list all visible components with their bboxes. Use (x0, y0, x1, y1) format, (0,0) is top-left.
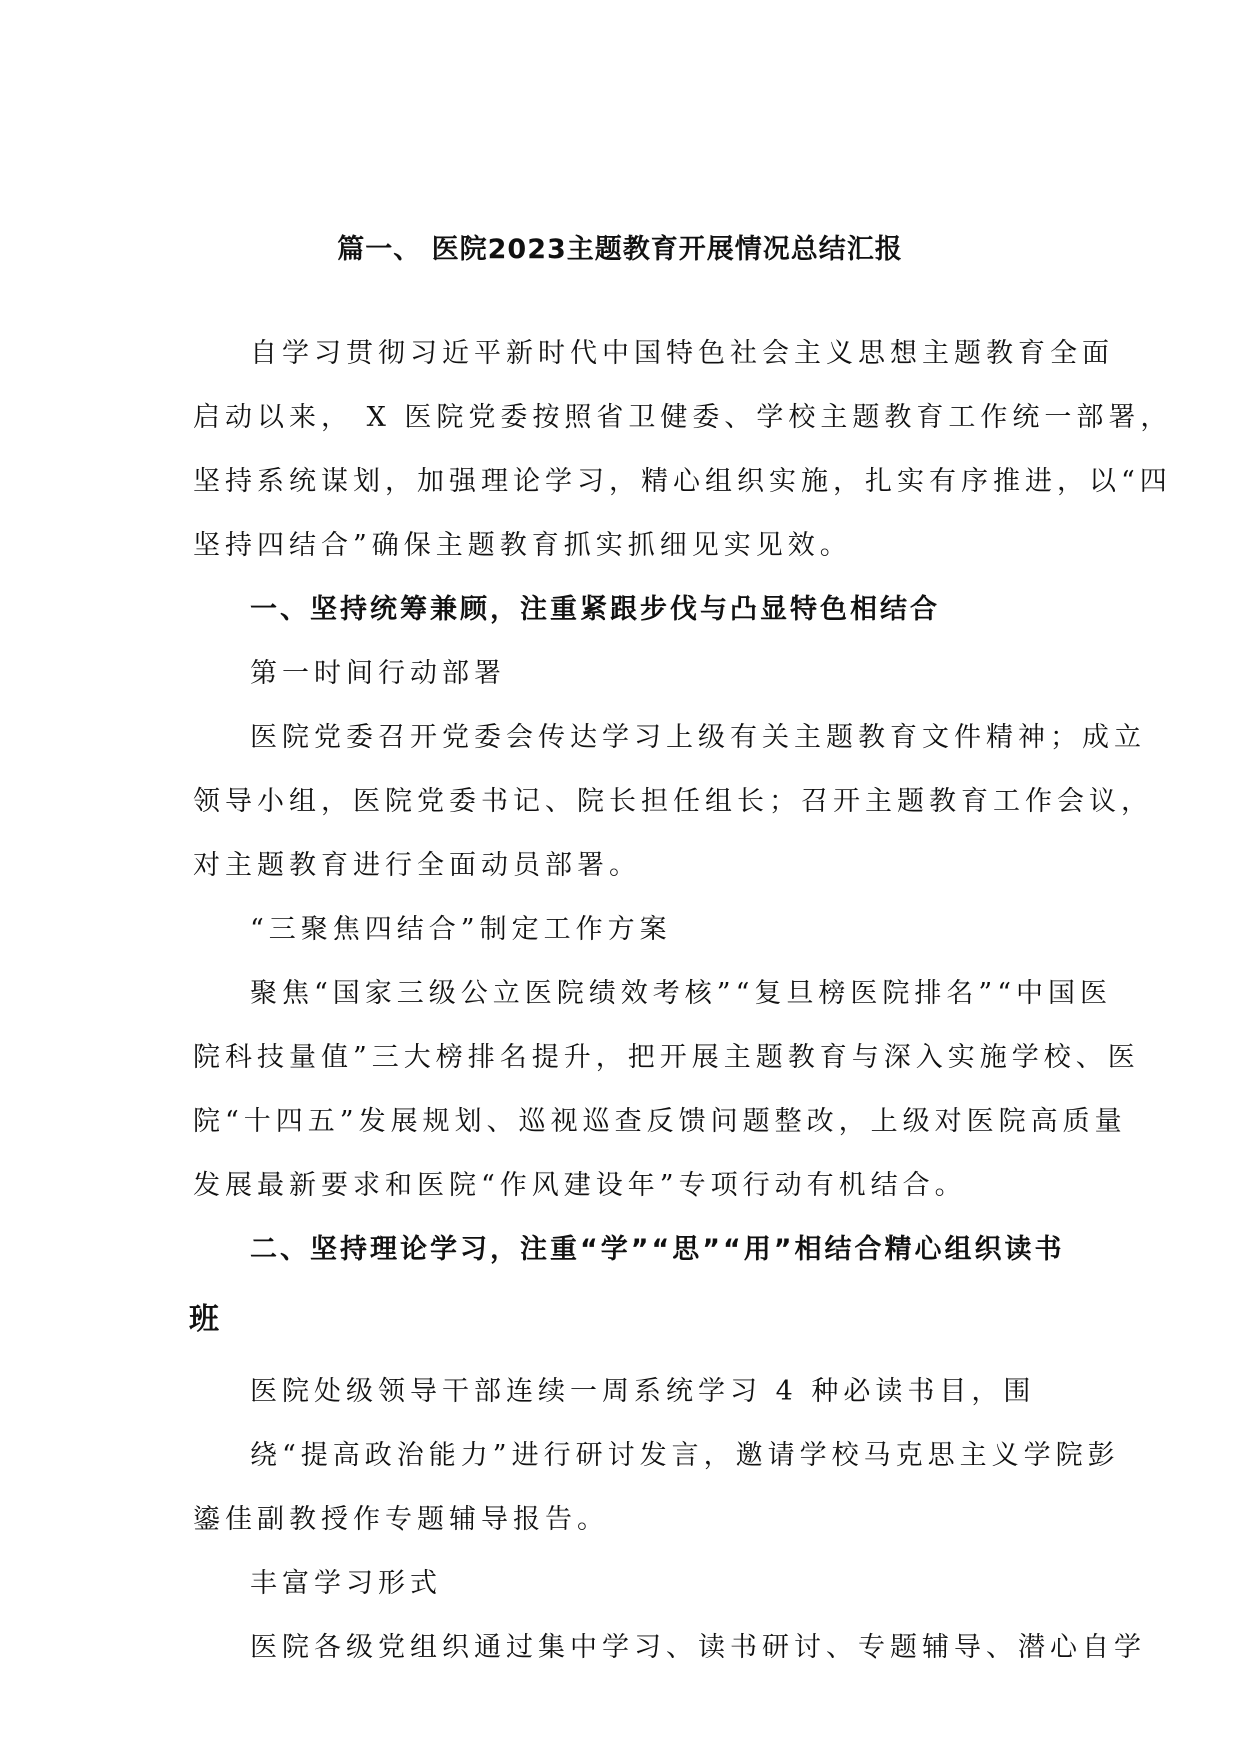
paragraph-line: 发展最新要求和医院“作风建设年”专项行动有机结合。 (193, 1170, 967, 1201)
section-heading-continuation: 班 (189, 1302, 222, 1337)
subheading: “三聚焦四结合”制定工作方案 (250, 914, 672, 945)
paragraph-line: 鎏佳副教授作专题辅导报告。 (193, 1504, 609, 1535)
paragraph-line: 坚持四结合”确保主题教育抓实抓细见实见效。 (193, 530, 852, 561)
section-heading: 二、坚持理论学习，注重“学”“思”“用”相结合精心组织读书 (250, 1234, 1065, 1265)
paragraph-line: 坚持系统谋划，加强理论学习，精心组织实施，扎实有序推进，以“四 (193, 466, 1172, 497)
subheading: 第一时间行动部署 (250, 658, 506, 689)
paragraph-line: 对主题教育进行全面动员部署。 (193, 850, 641, 881)
paragraph-line: 院“十四五”发展规划、巡视巡查反馈问题整改，上级对医院高质量 (193, 1106, 1127, 1137)
paragraph-line: 启动以来， X 医院党委按照省卫健委、学校主题教育工作统一部署， (193, 402, 1173, 433)
paragraph-line: 领导小组，医院党委书记、院长担任组长；召开主题教育工作会议， (193, 786, 1153, 817)
paragraph-line: 医院党委召开党委会传达学习上级有关主题教育文件精神；成立 (250, 722, 1146, 753)
paragraph-line: 医院处级领导干部连续一周系统学习 4 种必读书目，围 (250, 1376, 1036, 1407)
paragraph-line: 自学习贯彻习近平新时代中国特色社会主义思想主题教育全面 (250, 338, 1114, 369)
paragraph-line: 院科技量值”三大榜排名提升，把开展主题教育与深入实施学校、医 (193, 1042, 1140, 1073)
paragraph-line: 聚焦“国家三级公立医院绩效考核”“复旦榜医院排名”“中国医 (250, 978, 1113, 1009)
paragraph-line: 医院各级党组织通过集中学习、读书研讨、专题辅导、潜心自学 (250, 1632, 1146, 1663)
paragraph-line: 绕“提高政治能力”进行研讨发言，邀请学校马克思主义学院彭 (250, 1440, 1120, 1471)
document-title: 篇一、 医院2023主题教育开展情况总结汇报 (337, 234, 903, 265)
section-heading: 一、坚持统筹兼顾，注重紧跟步伐与凸显特色相结合 (250, 594, 940, 625)
subheading: 丰富学习形式 (250, 1568, 442, 1599)
